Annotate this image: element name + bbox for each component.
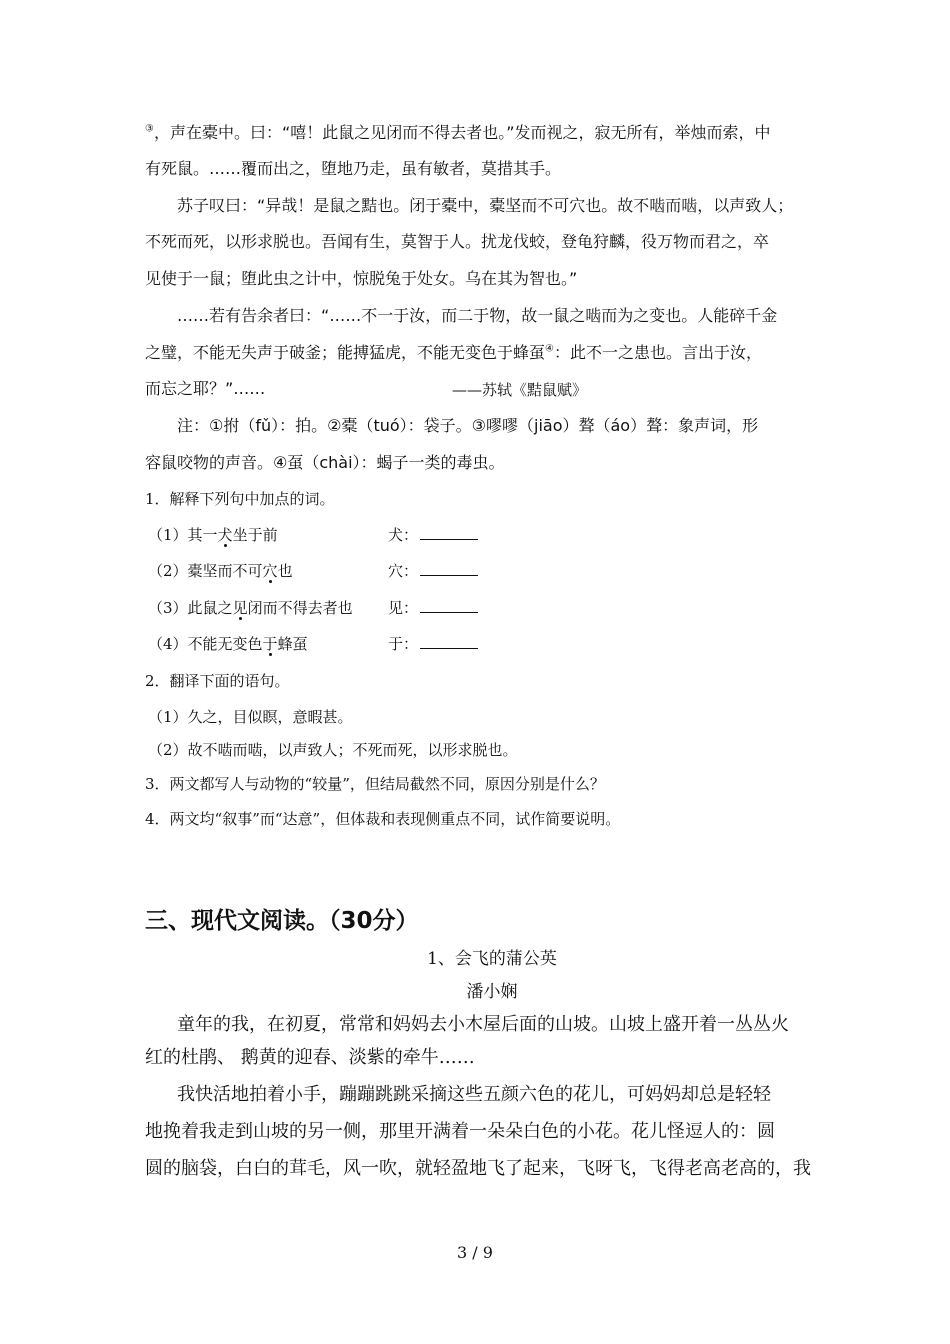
passage-line: ……若有告余者曰：“……不一于汝，而二于物，故一鼠之啮而为之变也。人能碎千金 — [177, 306, 778, 325]
passage-line — [145, 342, 762, 364]
answer-blank[interactable] — [420, 598, 478, 613]
question-1-title: 1．解释下列句中加点的词。 — [145, 490, 335, 508]
dotted-word: 穴 — [262, 562, 278, 580]
answer-slot-4[interactable] — [388, 633, 478, 655]
answer-blank[interactable] — [420, 525, 478, 540]
annotation-line: 注：①拊（fǔ）：拍。②橐（tuó）：袋子。③嘐嘐（jiāo）聱（áo）聱：象声词，形 — [177, 416, 759, 435]
item-text: （2）橐坚而不可 — [148, 562, 263, 580]
answer-label: 犬： — [388, 526, 419, 544]
answer-label: 见： — [388, 599, 419, 617]
answer-slot-3[interactable] — [388, 597, 478, 619]
answer-label: 于： — [388, 635, 419, 653]
answer-blank[interactable] — [420, 561, 478, 576]
item-text: （1）其一 — [148, 526, 218, 544]
item-text: 坐于前 — [232, 526, 278, 544]
item-text: 也 — [277, 562, 293, 580]
article-line: 地挽着我走到山坡的另一侧，那里开满着一朵朵白色的小花。花儿怪逗人的：圆 — [145, 1121, 775, 1142]
question-2-item-2: （2）故不啮而啮，以声致人；不死而死，以形求脱也。 — [148, 741, 518, 759]
passage-line: 而忘之耶？”…… — [145, 379, 266, 398]
article-title: 1、会飞的蒲公英 — [427, 949, 557, 969]
article-author: 潘小娴 — [466, 982, 518, 1002]
page-number: 3 / 9 — [457, 1243, 493, 1262]
passage-source: ——苏轼《黠鼠赋》 — [452, 381, 588, 399]
question-1-item-4 — [148, 633, 308, 655]
question-2-item-1: （1）久之，目似瞑，意暇甚。 — [148, 708, 353, 726]
article-line: 我快活地拍着小手，蹦蹦跳跳采摘这些五颜六色的花儿，可妈妈却总是轻轻 — [177, 1084, 771, 1105]
passage-text: ，声在橐中。曰：“嘻！此鼠之见闭而不得去者也。”发而视之，寂无所有，举烛而索，中 — [153, 123, 771, 142]
footnote-mark: ③ — [145, 123, 154, 135]
question-4: 4．两文均“叙事”而“达意”，但体裁和表现侧重点不同，试作简要说明。 — [145, 810, 621, 828]
passage-line: 不死而死，以形求脱也。吾闻有生，莫智于人。扰龙伐蛟，登龟狩麟，役万物而君之，卒 — [145, 232, 770, 251]
passage-line: 苏子叹曰：“异哉！是鼠之黠也。闭于橐中，橐坚而不可穴也。故不啮而啮，以声致人； — [177, 196, 794, 215]
passage-line: 见使于一鼠；堕此虫之计中，惊脱兔于处女。乌在其为智也。” — [145, 269, 578, 288]
article-line: 童年的我，在初夏，常常和妈妈去小木屋后面的山坡。山坡上盛开着一丛丛火 — [177, 1014, 789, 1035]
item-text: 蜂虿 — [277, 635, 308, 653]
annotation-line: 容鼠咬物的声音。④虿（chài）：蝎子一类的毒虫。 — [145, 453, 505, 472]
passage-line: 有死鼠。……覆而出之，堕地乃走，虽有敏者，莫措其手。 — [145, 159, 562, 178]
passage-text: 之璧，不能无失声于破釜；能搏猛虎，不能无变色于蜂虿 — [145, 343, 546, 362]
question-3: 3．两文都写人与动物的“较量”，但结局截然不同，原因分别是什么？ — [145, 775, 605, 793]
passage-text: ：此不一之患也。言出于汝， — [553, 343, 762, 362]
answer-label: 穴： — [388, 562, 419, 580]
question-1-item-1 — [148, 524, 278, 546]
passage-line — [145, 122, 771, 144]
article-line: 圆的脑袋，白白的茸毛，风一吹，就轻盈地飞了起来，飞呀飞，飞得老高老高的，我 — [145, 1158, 811, 1179]
footnote-mark: ④ — [545, 343, 554, 355]
question-1-item-2 — [148, 560, 293, 582]
dotted-word: 见 — [232, 599, 248, 617]
answer-blank[interactable] — [420, 634, 478, 649]
dotted-word: 于 — [262, 635, 278, 653]
dotted-word: 犬 — [217, 526, 233, 544]
question-1-item-3 — [148, 597, 353, 619]
section-heading: 三、现代文阅读。（30分） — [145, 908, 419, 934]
answer-slot-2[interactable] — [388, 560, 478, 582]
question-2-title: 2．翻译下面的语句。 — [145, 672, 290, 690]
article-line: 红的杜鹃、 鹅黄的迎春、淡紫的牵牛…… — [145, 1047, 475, 1068]
item-text: （4）不能无变色 — [148, 635, 263, 653]
answer-slot-1[interactable] — [388, 524, 478, 546]
item-text: 闭而不得去者也 — [247, 599, 353, 617]
item-text: （3）此鼠之 — [148, 599, 233, 617]
